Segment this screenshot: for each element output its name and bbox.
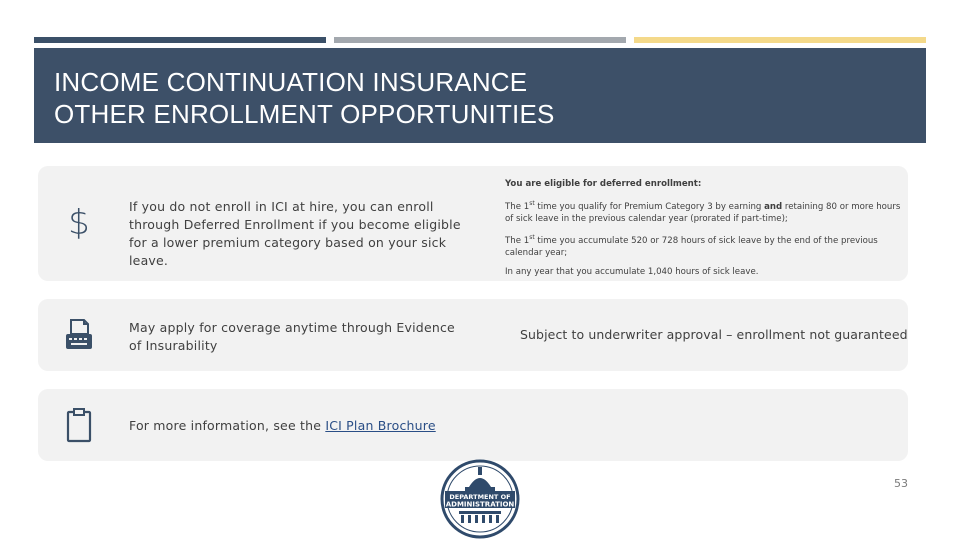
dollar-glyph: $ [68, 203, 90, 243]
evidence-of-insurability-text: May apply for coverage anytime through Evidence of Insurability [129, 320, 455, 353]
underwriter-note: Subject to underwriter approval – enrollment not guaranteed [520, 327, 908, 342]
logo-line-1: DEPARTMENT OF [449, 493, 511, 501]
eligibility-item-1: The 1st time you qualify for Premium Category 3 by earning and retaining 80 or more hours of sick leave in the previous calendar year (prorated if part-time); [505, 200, 901, 224]
eligibility-item-2: The 1st time you accumulate 520 or 728 hours of sick leave by the end of the previous calendar year; [505, 233, 878, 258]
department-of-administration-logo [439, 459, 521, 540]
deferred-enrollment-row [38, 166, 908, 281]
more-info-text [129, 417, 629, 435]
clipboard-icon [62, 405, 96, 445]
typewriter-icon [62, 315, 96, 355]
title-line-2: OTHER ENROLLMENT OPPORTUNITIES [54, 99, 555, 129]
deferred-enrollment-text: If you do not enroll in ICI at hire, you can enroll through Deferred Enrollment if you become eligible for a lower premium category based on your sick leave. [129, 199, 461, 268]
page-number: 53 [894, 477, 908, 490]
more-info-prefix: For more information, see the [129, 418, 326, 433]
accent-bar-navy [34, 37, 326, 43]
eligibility-item-3: In any year that you accumulate 1,040 hours of sick leave. [505, 266, 759, 277]
logo-line-2: ADMINISTRATION [445, 500, 515, 509]
ici-plan-brochure-link[interactable]: ICI Plan Brochure [325, 418, 436, 433]
eligibility-heading: You are eligible for deferred enrollment: [505, 179, 702, 189]
title-line-1: INCOME CONTINUATION INSURANCE [54, 67, 528, 97]
accent-bar-gray [334, 37, 626, 43]
title-band [34, 48, 926, 143]
page-title [54, 66, 555, 130]
dollar-icon [62, 203, 96, 243]
accent-bar-yellow [634, 37, 926, 43]
eligibility-details [505, 178, 905, 285]
more-info-row [38, 389, 908, 461]
evidence-of-insurability-row [38, 299, 908, 371]
